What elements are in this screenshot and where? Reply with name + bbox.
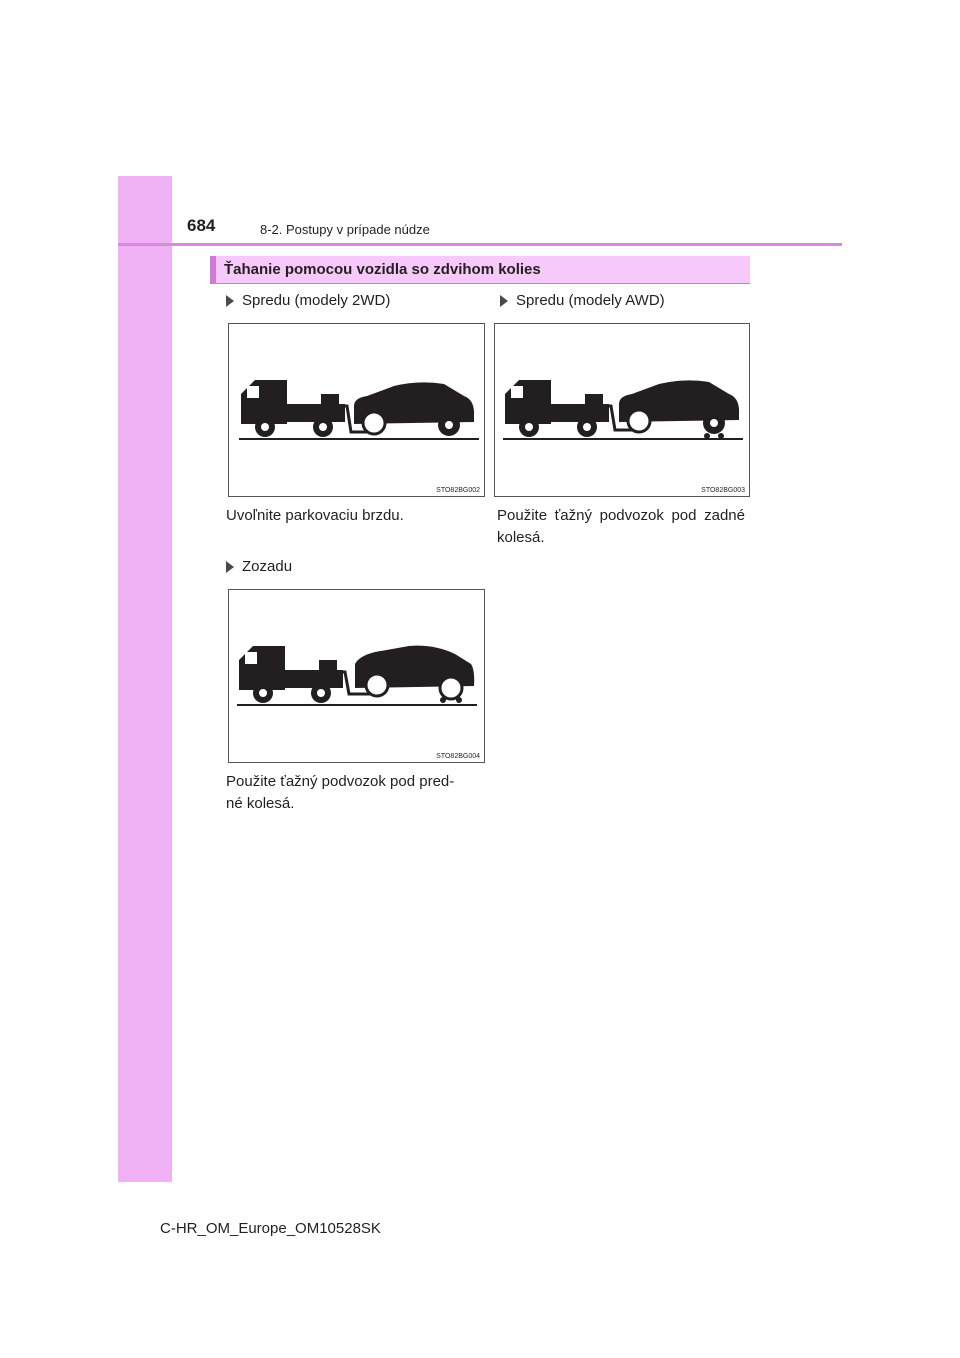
caption-text: Zozadu — [242, 558, 293, 575]
sidebar-tab — [118, 176, 172, 1182]
figure-code: STO82BG003 — [701, 487, 745, 494]
instruction-text — [226, 771, 484, 815]
caption-front-2wd — [226, 292, 390, 309]
bullet-arrow-icon — [226, 561, 234, 573]
caption-rear — [226, 558, 292, 575]
bullet-arrow-icon — [226, 295, 234, 307]
tow-truck-illustration — [495, 324, 749, 496]
figure-tow-front-awd — [494, 323, 750, 497]
tow-truck-illustration — [229, 324, 484, 496]
caption-text: Spredu (modely AWD) — [516, 292, 665, 309]
instruction-line: né kolesá. — [226, 795, 295, 812]
page-number: 684 — [187, 216, 216, 235]
instruction-text: Uvoľnite parkovaciu brzdu. — [226, 507, 404, 524]
figure-tow-front-2wd — [228, 323, 485, 497]
instruction-line: Použite ťažný podvozok pod pred- — [226, 773, 455, 790]
figure-code: STO82BG004 — [436, 753, 480, 760]
figure-code: STO82BG002 — [436, 487, 480, 494]
figure-tow-rear — [228, 589, 485, 763]
caption-front-awd — [500, 292, 665, 309]
document-id: C-HR_OM_Europe_OM10528SK — [160, 1220, 381, 1237]
tow-truck-illustration — [229, 590, 484, 762]
section-title: Ťahanie pomocou vozidla so zdvihom kolies — [224, 261, 541, 278]
instruction-text: Použite ťažný podvozok pod zadné kolesá. — [497, 507, 745, 546]
bullet-arrow-icon — [500, 295, 508, 307]
section-header — [210, 256, 750, 284]
chapter-title: 8-2. Postupy v prípade núdze — [260, 222, 430, 237]
header-rule — [118, 243, 842, 246]
caption-text: Spredu (modely 2WD) — [242, 292, 391, 309]
section-accent — [210, 256, 216, 283]
